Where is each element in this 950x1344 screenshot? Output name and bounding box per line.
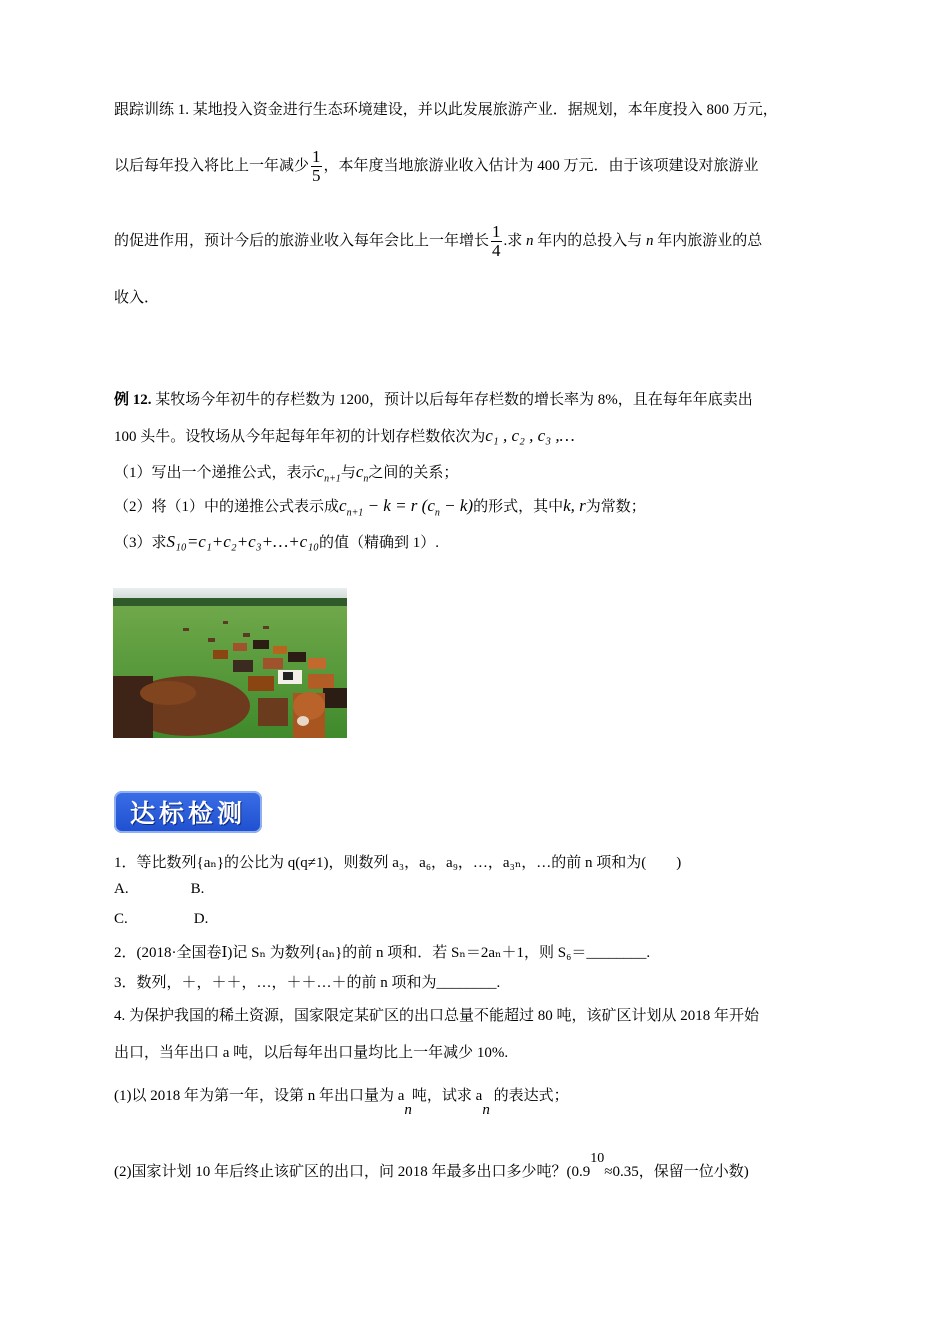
c-symbol: c	[355, 462, 364, 481]
part2-start: (2)国家计划 10 年后终止该矿区的出口，问 2018 年最多出口多少吨？(0.9	[114, 1164, 591, 1180]
test-question4-line1: 4. 为保护我国的稀土资源，国家限定某矿区的出口总量不能超过 80 吨，该矿区计划从 2018 年开始	[114, 1008, 760, 1024]
example12-line2	[114, 425, 575, 446]
option-c: C.	[114, 911, 128, 927]
test-question1: 1．等比数列{aₙ}的公比为 q(q≠1)，则数列 a₃，a₆，a₉，…，a₃ₙ，…的前 n 项和为( )	[114, 855, 682, 871]
variable-n: n	[526, 232, 534, 249]
exercise1-line3-mid: .求	[503, 232, 527, 249]
fraction-one-quarter	[491, 223, 502, 260]
part1-start: (1)以 2018 年为第一年，设第 n 年出口量为 a	[114, 1088, 405, 1104]
exercise1-line3-mid2: 年内的总投入与	[533, 232, 647, 249]
exercise1-line2-start: 以后每年投入将比上一年减少	[114, 157, 310, 174]
subscript: n+1	[324, 473, 341, 485]
constants-k-r: k, r	[563, 496, 586, 515]
fraction-one-fifth	[311, 148, 322, 185]
cattle-herd-photo	[113, 588, 347, 738]
option-b: B.	[190, 881, 205, 897]
c-n-plus-1	[316, 462, 341, 485]
subscript-n: n	[404, 1102, 412, 1118]
example12-line2-text: 100 头牛。设牧场从今年起每年年初的计划存栏数依次为	[114, 429, 486, 445]
q1-end: 之间的关系；	[368, 465, 459, 481]
q2-end: 为常数；	[585, 499, 646, 515]
exercise1-line3-start: 的促进作用，预计今后的旅游业收入每年会比上一年增长	[114, 232, 490, 249]
fraction-numerator: 1	[492, 222, 501, 241]
fraction-denominator: 4	[492, 240, 501, 260]
option-a: A.	[114, 881, 129, 897]
example12-question2	[114, 495, 646, 518]
c-n	[355, 462, 369, 485]
subscript: n	[434, 507, 440, 519]
subscript-n: n	[482, 1102, 490, 1118]
formula-middle: − k = r (c	[363, 496, 435, 515]
exercise1-line1: 跟踪训练 1. 某地投入资金进行生态环境建设，并以此发展旅游产业．据规划，本年度投入 800 万元，	[114, 102, 778, 118]
example12-line1	[114, 388, 753, 409]
example12-label: 例 12.	[114, 392, 152, 408]
test-question1-options-ab	[114, 881, 204, 898]
part2-end: ≈0.35，保留一位小数)	[604, 1164, 749, 1180]
q1-mid: 与	[340, 465, 356, 481]
q3-end: 的值（精确到 1）.	[319, 535, 440, 551]
sum-formula: S₁₀=c₁+c₂+c₃+…+c₁₀	[166, 532, 320, 551]
recurrence-formula	[339, 496, 474, 519]
c-symbol: c	[339, 496, 347, 515]
q2-mid: 的形式，其中	[473, 499, 564, 515]
subscript: n+1	[346, 507, 364, 519]
section-badge-label: 达标检测	[129, 799, 246, 828]
example12-text: 某牧场今年初牛的存栏数为 1200，预计以后每年存栏数的增长率为 8%，且在每年年底卖出	[151, 392, 753, 408]
q3-start: （3）求	[114, 535, 167, 551]
exercise1-line3	[114, 223, 762, 260]
exponent-10: 10	[590, 1151, 605, 1166]
example12-question1	[114, 461, 458, 484]
test-question3: 3．数列，＋，＋＋，…，＋＋…＋的前 n 项和为________.	[114, 975, 501, 991]
q1-start: （1）写出一个递推公式，表示	[114, 465, 317, 481]
test-question4-line2: 出口，当年出口 a 吨，以后每年出口量均比上一年减少 10%.	[114, 1045, 509, 1061]
part1-mid: 吨，试求 a	[411, 1088, 483, 1104]
option-d: D.	[193, 911, 209, 927]
section-badge	[114, 791, 262, 833]
fraction-numerator: 1	[312, 147, 321, 166]
sequence-c: c₁ , c₂ , c₃ ,…	[485, 426, 575, 445]
exercise1-line2	[114, 148, 759, 185]
test-question4-part2	[114, 1151, 749, 1181]
fraction-denominator: 5	[312, 165, 321, 185]
exercise1-line4: 收入．	[114, 290, 160, 306]
exercise1-line3-end: 年内旅游业的总	[653, 232, 763, 249]
variable-n: n	[646, 232, 654, 249]
c-symbol: c	[316, 462, 325, 481]
test-question4-part1	[114, 1084, 569, 1118]
test-question1-options-cd	[114, 911, 208, 928]
test-question2: 2．(2018·全国卷Ⅰ)记 Sₙ 为数列{aₙ}的前 n 项和．若 Sₙ＝2aₙ＋1，则 S₆＝________.	[114, 945, 651, 961]
cattle-image-svg	[113, 588, 347, 738]
exercise1-line2-end: ，本年度当地旅游业收入估计为 400 万元．由于该项建设对旅游业	[323, 157, 759, 174]
part1-end: 的表达式；	[489, 1088, 569, 1104]
q2-start: （2）将（1）中的递推公式表示成	[114, 499, 340, 515]
example12-question3	[114, 531, 439, 552]
subscript: n	[363, 473, 369, 485]
formula-end: − k)	[439, 496, 474, 515]
